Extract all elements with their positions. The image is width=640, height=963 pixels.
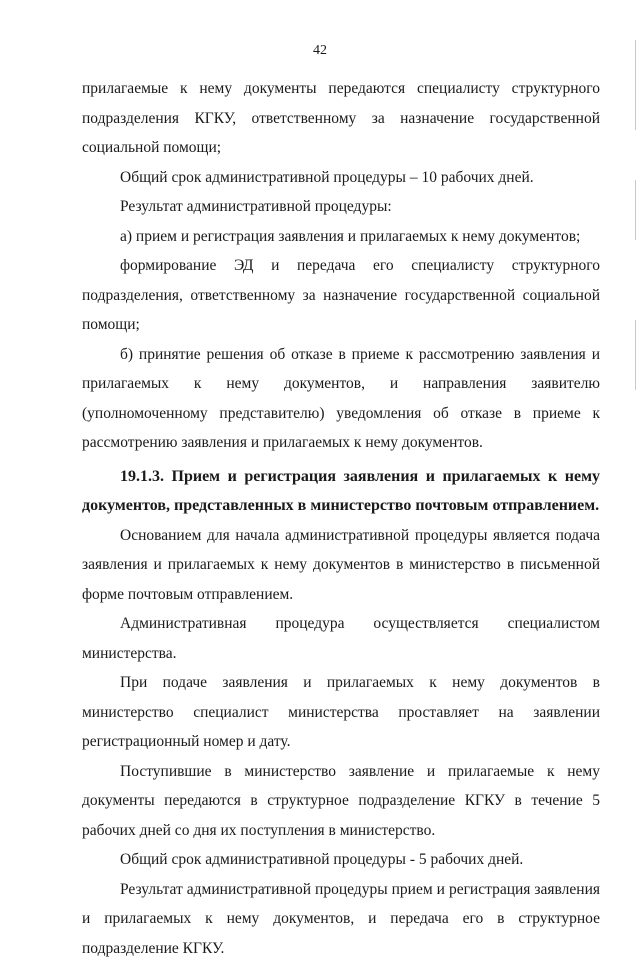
paragraph: Поступившие в министерство заявление и прилагаемые к нему документы передаются в структурное подразделение КГКУ в течение 5 рабочих дней со дня их поступления в министерство. [82, 757, 600, 846]
scan-edge-mark [635, 180, 636, 240]
paragraph: Результат административной процедуры: [82, 192, 600, 222]
scan-edge-mark [635, 40, 636, 130]
scan-edge-mark [635, 320, 636, 390]
paragraph: прилагаемые к нему документы передаются специалисту структурного подразделения КГКУ, ответственному за назначение государственной социальной помощи; [82, 74, 600, 163]
paragraph: Результат административной процедуры прием и регистрация заявления и прилагаемых к нему документов, и передача его в структурное подразделение КГКУ. [82, 875, 600, 963]
paragraph: При подаче заявления и прилагаемых к нему документов в министерство специалист министерства проставляет на заявлении регистрационный номер и дату. [82, 668, 600, 757]
document-body [82, 74, 600, 963]
paragraph: б) принятие решения об отказе в приеме к рассмотрению заявления и прилагаемых к нему документов, и направления заявителю (уполномоченному представителю) уведомления об отказе в приеме к рассмотрению заявления и прилагаемых к нему документов. [82, 340, 600, 458]
paragraph: формирование ЭД и передача его специалисту структурного подразделения, ответственному за назначение государственной социальной помощи; [82, 251, 600, 340]
paragraph: а) прием и регистрация заявления и прилагаемых к нему документов; [82, 222, 600, 252]
section-heading: 19.1.3. Прием и регистрация заявления и прилагаемых к нему документов, представленных в министерство почтовым отправлением. [82, 462, 600, 521]
paragraph: Основанием для начала административной процедуры является подача заявления и прилагаемых к нему документов в министерство в письменной форме почтовым отправлением. [82, 521, 600, 610]
paragraph: Общий срок административной процедуры – 10 рабочих дней. [82, 163, 600, 193]
paragraph: Административная процедура осуществляется специалистом министерства. [82, 609, 600, 668]
paragraph: Общий срок административной процедуры - 5 рабочих дней. [82, 845, 600, 875]
page-number: 42 [0, 43, 640, 59]
